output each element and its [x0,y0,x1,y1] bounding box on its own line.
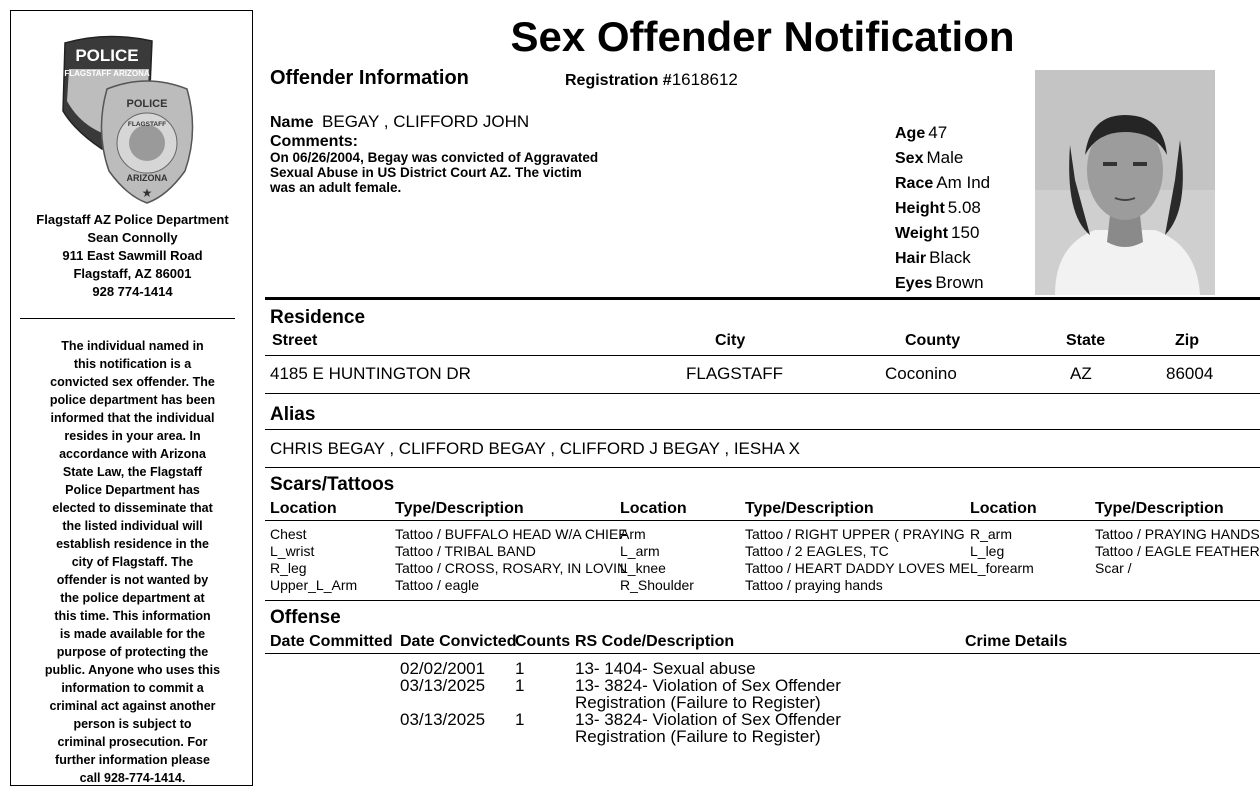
section-rule [265,297,1260,300]
patch-top-text: POLICE [75,46,139,65]
scar-cell: L_knee [620,560,666,576]
scar-cell: L_arm [620,543,660,559]
header-rule [265,653,1260,654]
scar-cell: Scar / [1095,560,1132,576]
notice-line: further information please [55,753,210,767]
department-info [11,211,254,301]
notice-line: the police department at [60,591,205,605]
header-rule [265,429,1260,430]
notice-line: The individual named in [61,339,204,353]
section-rule [265,467,1260,468]
stat-value: 150 [951,223,980,242]
notice-line: is made available for the [59,627,206,641]
scar-cell: Tattoo / CROSS, ROSARY, IN LOVIN [395,560,628,576]
county-header: County [905,332,961,349]
date-committed-header: Date Committed [270,633,393,650]
scar-cell: Tattoo / 2 EAGLES, TC [745,543,889,559]
residence-city: FLAGSTAFF [686,364,783,383]
notice-line: criminal act against another [49,699,216,713]
scar-cell: Tattoo / EAGLE FEATHER [1095,543,1260,559]
comments-line: On 06/26/2004, Begay was convicted of Aggravated [270,150,599,165]
scar-cell: R_arm [970,526,1013,542]
scar-cell: Tattoo / eagle [395,577,480,593]
residence-zip: 86004 [1166,364,1214,383]
offense-code-line: Registration (Failure to Register) [575,693,821,712]
notice-line: the listed individual will [62,519,203,533]
header-rule [265,520,1260,521]
notice-line: public. Anyone who uses this [44,663,221,677]
section-rule [265,600,1260,601]
registration-line [565,70,738,90]
scars-column-header: Location [970,500,1037,517]
stat-label: Sex [895,150,924,167]
scars-column-header: Location [270,500,337,517]
comments-line: was an adult female. [270,180,402,195]
scars-column-header: Type/Description [745,500,874,517]
offender-info-heading: Offender Information [270,67,469,89]
notice-line: information to commit a [61,681,204,695]
notice-line: this time. This information [54,609,211,623]
badge-star-icon: ★ [141,186,153,200]
comments-line: Sexual Abuse in US District Court AZ. The victim [270,165,582,180]
offense-date-convicted: 03/13/2025 [400,676,486,695]
notice-line: purpose of protecting the [56,645,209,659]
header-rule [265,355,1260,356]
date-convicted-header: Date Convicted [400,633,517,650]
badge-top-text: POLICE [126,98,168,110]
stat-label: Weight [895,225,949,242]
sidebar-panel [10,10,253,786]
scar-cell: L_wrist [270,543,315,559]
counts-header: Counts [515,633,571,650]
scar-cell: Tattoo / TRIBAL BAND [395,543,536,559]
badge-mid-text: FLAGSTAFF [127,121,167,128]
offense-heading: Offense [270,607,341,628]
offense-date-convicted: 02/02/2001 [400,659,486,678]
scar-cell: Arm [620,526,646,542]
dept-name: Flagstaff AZ Police Department [36,212,229,227]
registration-label: Registration # [565,72,672,89]
scar-cell: Tattoo / praying hands [745,577,883,593]
public-notice-text [41,337,224,787]
zip-header: Zip [1175,332,1199,349]
notice-line: convicted sex offender. The [50,375,215,389]
section-rule [265,393,1260,394]
offense-counts: 1 [515,659,525,678]
city-header: City [715,332,746,349]
page-title: Sex Offender Notification [510,13,1015,60]
street-header: Street [272,332,318,349]
scar-cell: L_forearm [970,560,1034,576]
patch-arc-text: FLAGSTAFF ARIZONA [64,69,150,78]
stat-row [895,170,990,195]
notice-line: police department has been [49,393,216,407]
badge-bot-text: ARIZONA [126,173,168,183]
scar-cell: Tattoo / HEART DADDY LOVES ME [745,560,970,576]
notice-line: this notification is a [73,357,192,371]
stat-label: Age [895,125,926,142]
stat-row [895,120,990,145]
alias-heading: Alias [270,404,316,425]
offense-code-line: 13- 3824- Violation of Sex Offender [575,676,841,695]
stat-row [895,195,990,220]
stat-value: Am Ind [936,173,991,192]
notice-line: resides in your area. In [64,429,201,443]
dept-phone: 928 774-1414 [92,284,173,299]
notice-line: accordance with Arizona [59,447,206,461]
police-badge-logo [57,31,207,206]
offense-code-line: 13- 1404- Sexual abuse [575,659,756,678]
stat-value: 5.08 [947,198,981,217]
stat-row [895,270,990,295]
notice-line: offender is not wanted by [56,573,209,587]
stat-value: Male [926,148,964,167]
residence-state: AZ [1070,364,1092,383]
name-label: Name [270,114,314,131]
scar-cell: L_leg [970,543,1005,559]
comments-text [270,150,598,195]
mugshot-image [1035,70,1215,295]
comments-label: Comments: [270,133,359,150]
scars-column-header: Type/Description [1095,500,1224,517]
state-header: State [1066,332,1106,349]
residence-heading: Residence [270,307,366,328]
offender-name: BEGAY , CLIFFORD JOHN [322,112,530,131]
notice-line: elected to disseminate that [52,501,213,515]
dept-contact: Sean Connolly [87,230,178,245]
crime-details-header: Crime Details [965,633,1068,650]
stat-label: Hair [895,250,927,267]
scar-cell: Chest [270,526,307,542]
offender-photo [1035,70,1215,295]
scars-column-header: Type/Description [395,500,524,517]
registration-number: 1618612 [671,70,738,89]
rs-code-header: RS Code/Description [575,633,735,650]
scar-cell: R_Shoulder [620,577,694,593]
scar-cell: Upper_L_Arm [270,577,358,593]
stat-label: Height [895,200,945,217]
stat-label: Race [895,175,934,192]
scars-heading: Scars/Tattoos [270,474,395,495]
alias-list: CHRIS BEGAY , CLIFFORD BEGAY , CLIFFORD J BEGAY , IESHA X [270,439,800,458]
residence-county: Coconino [885,364,957,383]
stat-value: Black [929,248,971,267]
physical-stats [895,120,990,295]
notice-line: city of Flagstaff. The [71,555,194,569]
residence-street: 4185 E HUNTINGTON DR [270,364,471,383]
notice-line: establish residence in the [56,537,209,551]
scar-cell: Tattoo / RIGHT UPPER ( PRAYING [745,526,965,542]
stat-label: Eyes [895,275,933,292]
offense-date-convicted: 03/13/2025 [400,710,486,729]
scar-cell: Tattoo / PRAYING HANDS [1095,526,1260,542]
dept-city: Flagstaff, AZ 86001 [73,266,192,281]
notice-line: informed that the individual [50,411,215,425]
stat-value: 47 [928,123,948,142]
scars-column-header: Location [620,500,687,517]
stat-row [895,245,990,270]
offense-code-line: 13- 3824- Violation of Sex Offender [575,710,841,729]
offense-counts: 1 [515,676,525,695]
scar-cell: Tattoo / BUFFALO HEAD W/A CHIEF [395,526,627,542]
name-line [270,112,529,132]
notice-line: person is subject to [73,717,192,731]
scar-cell: R_leg [270,560,307,576]
stat-row [895,220,990,245]
notice-line: State Law, the Flagstaff [62,465,203,479]
stat-row [895,145,990,170]
offense-counts: 1 [515,710,525,729]
notice-line: Police Department has [65,483,200,497]
offense-code-line: Registration (Failure to Register) [575,727,821,746]
notice-line: call 928-774-1414. [79,771,186,785]
dept-address: 911 East Sawmill Road [62,248,203,263]
notice-line: criminal prosecution. For [57,735,208,749]
sidebar-divider [20,318,235,319]
stat-value: Brown [935,273,984,292]
